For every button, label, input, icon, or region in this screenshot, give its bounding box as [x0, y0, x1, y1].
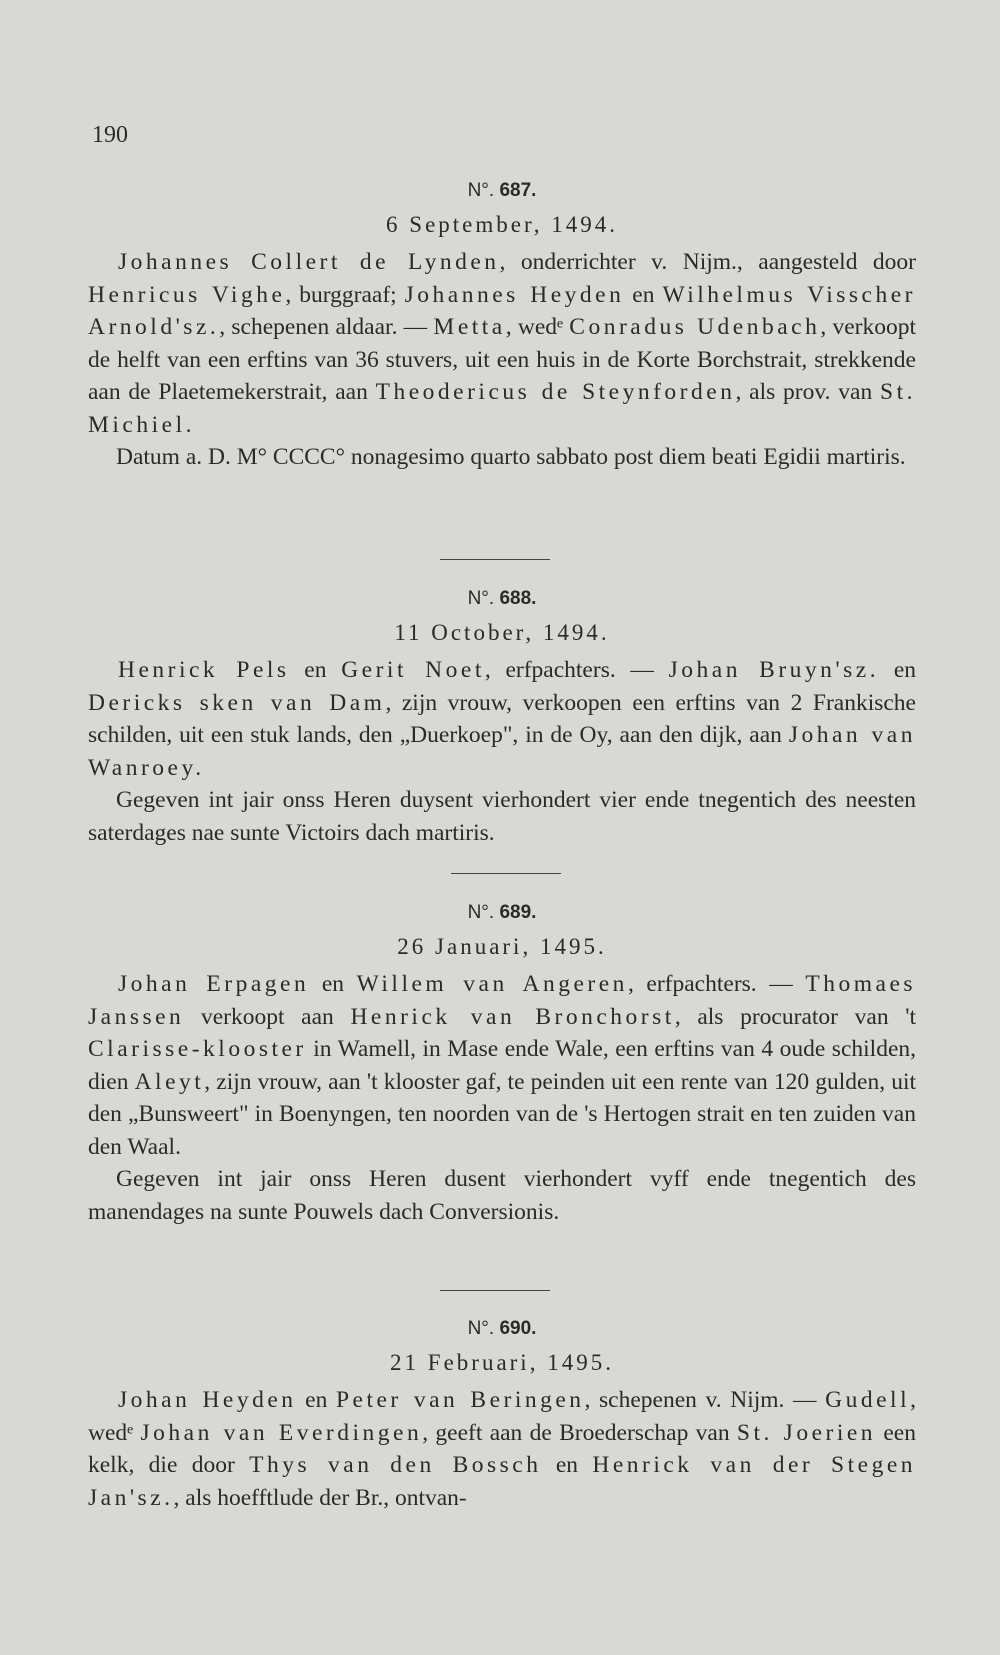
text-run: , onderrichter v. Nijm., aangesteld door	[499, 249, 916, 275]
entry-date: 21 Februari, 1495.	[390, 1350, 614, 1375]
spaced-name: Aleyt	[134, 1068, 205, 1095]
text-run: en	[624, 281, 663, 308]
text-run: , als hoefftlude der Br., ontvan-	[173, 1484, 467, 1511]
text-run: , als prov. van	[735, 379, 881, 405]
entry-number-value: 687.	[499, 180, 537, 201]
text-run: en	[309, 971, 357, 997]
text-run: , erfpachters. —	[627, 971, 806, 997]
text-run: in Wamell, in Mase ende Wale, een erftins van 4 oude schilden, dien	[88, 1036, 916, 1095]
text-run: en	[879, 657, 917, 683]
entry-divider	[440, 559, 550, 560]
entry-number-prefix: N°.	[467, 1318, 495, 1339]
text-run: , wedᵉ	[505, 314, 570, 340]
entry-summary	[88, 246, 916, 441]
spaced-name: Johan Bruyn'sz.	[668, 657, 880, 683]
entry-body	[88, 654, 916, 849]
spaced-name: St. Michiel.	[88, 379, 917, 438]
text-run: , zijn vrouw, aan 't klooster gaf, te peinden uit een rente van 120 gulden, uit den „Bunsweert" in Boenyngen, ten noorden van de 's Hertogen strait en ten zuiden van den Waal.	[88, 1068, 916, 1160]
spaced-name: Henrick van Bronchorst	[350, 1003, 675, 1030]
entry-body	[88, 968, 916, 1228]
spaced-name: Conradus Udenbach	[569, 314, 821, 340]
text-run: , verkoopt de helft van een erftins van 36 stuvers, uit een huis in de Korte Borchstrait, strekkende aan de Plaetemekerstrait, aan	[88, 314, 916, 405]
entry-divider	[451, 873, 561, 874]
spaced-name: Johan van Wanroey.	[88, 722, 916, 781]
spaced-name: Theodericus de Steynforden	[375, 379, 736, 405]
text-run: , geeft aan de Broederschap van	[422, 1419, 737, 1446]
spaced-name: Johannes Heyden	[404, 281, 625, 308]
text-run: , zijn vrouw, verkoopen een erftins van 2 Frankische schilden, uit een stuk lands, den „Duerkoep", in de Oy, aan den dijk, aan	[88, 689, 916, 748]
spaced-name: Peter van Beringen	[335, 1387, 585, 1413]
entry-number	[88, 588, 916, 610]
entry-number	[88, 180, 916, 202]
spaced-name: Thomaes Janssen	[88, 971, 917, 1030]
spaced-name: Johan Heyden	[118, 1387, 297, 1413]
entry-689	[88, 902, 916, 1228]
spaced-name: Willem van Angeren	[356, 971, 628, 997]
entry-number	[88, 902, 916, 924]
entry-number-value: 688.	[499, 588, 537, 609]
entry-summary	[88, 654, 916, 784]
entry-number-value: 689.	[499, 902, 537, 923]
spaced-name: Henrick Pels	[118, 657, 290, 683]
spaced-name: Gudell	[825, 1387, 911, 1413]
spaced-name: Gerit Noet	[341, 657, 485, 683]
spaced-name: Henricus Vighe	[88, 281, 286, 308]
entry-number-prefix: N°.	[467, 902, 495, 923]
spaced-name: Johan van Everdingen	[140, 1419, 423, 1446]
spaced-name: Thys van den Bossch	[249, 1452, 542, 1478]
text-run: , wedᵉ	[88, 1387, 916, 1446]
entry-687	[88, 180, 916, 474]
spaced-name: Henrick van der Stegen Jan'sz.	[88, 1452, 917, 1511]
entry-number	[88, 1318, 916, 1340]
spaced-name: St. Joerien	[736, 1419, 877, 1446]
text-run: , schepenen aldaar. —	[219, 314, 434, 340]
text-run: verkoopt aan	[184, 1003, 351, 1030]
spaced-name: Metta	[433, 314, 506, 340]
entry-divider	[440, 1290, 550, 1291]
entry-date: 6 September, 1494.	[386, 212, 618, 237]
text-run: , burggraaf;	[285, 281, 405, 308]
text-run: een kelk, die door	[88, 1419, 916, 1478]
entry-body	[88, 1384, 916, 1514]
entry-dating-clause: Gegeven int jair onss Heren duysent vierhondert vier ende tnegentich des neesten saterdages nae sunte Victoirs dach martiris.	[88, 787, 916, 846]
text-run: , erfpachters. —	[484, 657, 669, 683]
entry-dating-clause: Datum a. D. M° CCCC° nonagesimo quarto sabbato post diem beati Egidii martiris.	[116, 444, 906, 470]
entry-number-prefix: N°.	[467, 588, 495, 609]
text-run: en	[289, 657, 342, 683]
entry-dating-clause: Gegeven int jair onss Heren dusent vierhondert vyff ende tnegentich des manendages na sunte Pouwels dach Conversionis.	[88, 1166, 916, 1225]
entry-summary	[88, 968, 916, 1163]
entry-date: 11 October, 1494.	[394, 620, 610, 645]
text-run: en	[296, 1387, 336, 1413]
spaced-name: Wilhelmus Visscher Arnold'sz.	[88, 281, 916, 340]
entry-688	[88, 588, 916, 849]
entry-summary	[88, 1384, 916, 1514]
entry-690	[88, 1318, 916, 1514]
spaced-name: Clarisse-klooster	[88, 1036, 307, 1062]
entry-body	[88, 246, 916, 474]
text-run: , schepenen v. Nijm. —	[584, 1387, 826, 1413]
text-run: en	[541, 1452, 593, 1478]
entry-date: 26 Januari, 1495.	[397, 934, 607, 959]
entry-number-value: 690.	[499, 1318, 537, 1339]
spaced-name: Johannes Collert de Lynden	[118, 249, 500, 275]
spaced-name: Johan Erpagen	[118, 971, 310, 997]
spaced-name: Dericks sken van Dam	[88, 689, 386, 716]
text-run: , als procurator van 't	[674, 1003, 916, 1030]
page-number: 190	[92, 122, 128, 148]
entry-number-prefix: N°.	[467, 180, 495, 201]
